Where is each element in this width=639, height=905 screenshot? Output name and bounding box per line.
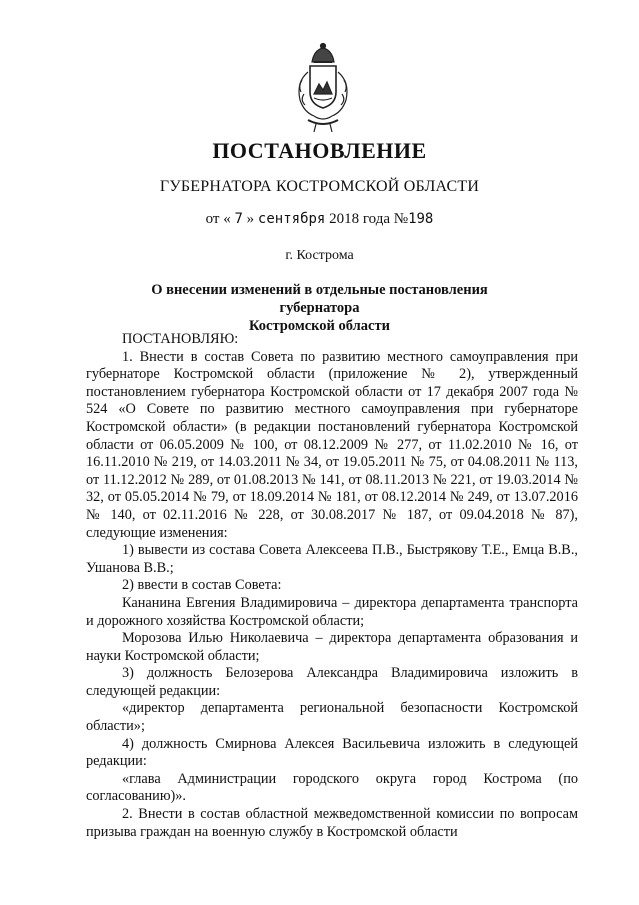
date-year: 2018 года — [329, 211, 390, 227]
date-month: сентября — [257, 211, 326, 227]
paragraph-morozov: Морозова Илью Николаевича – директора департамента образования и науки Костромской области; — [86, 630, 578, 664]
date-day: 7 — [234, 211, 243, 227]
date-prefix: от « — [205, 211, 231, 227]
paragraph-belozerov-post: «директор департамента региональной безопасности Костромской области»; — [86, 700, 578, 735]
paragraph-1-4: 4) должность Смирнова Алексея Васильевича изложить в следующей редакции: — [86, 735, 578, 770]
paragraph-smirnov-post: «глава Администрации городского округа город Кострома (по согласованию)». — [86, 770, 578, 805]
issuer-subtitle: ГУБЕРНАТОРА КОСТРОМСКОЙ ОБЛАСТИ — [159, 178, 480, 195]
date-line — [0, 211, 639, 228]
document-body — [86, 331, 578, 841]
heading-line-2: Костромской области — [249, 318, 390, 334]
paragraph-2: 2. Внести в состав областной межведомственной комиссии по вопросам призыва граждан на военную службу в Костромской области — [86, 806, 578, 840]
document-number: 198 — [408, 211, 434, 227]
paragraph-1: 1. Внести в состав Совета по развитию местного самоуправления при губернаторе Костромской области (приложение № 2), утвержденный постановлением губернатора Костромской области от 17 декабря 2007 года № 524 «О Совете по развитию местного самоуправления при губернаторе Костромской области» (в редакции постановлений губернатора Костромской области от 06.05.2009 № 100, от 08.12.2009 № 277, от 11.02.2010 № 16, от 16.11.2010 № 219, от 14.03.2011 № 34, от 19.05.2011 № 75, от 04.08.2011 № 113, от 11.12.2012 № 289, от 01.08.2013 № 141, от 08.11.2013 № 221, от 19.03.2014 № 32, от 05.05.2014 № 79, от 18.09.2014 № 181, от 08.12.2014 № 249, от 13.07.2016 № 140, от 02.11.2016 № 228, от 30.08.2017 № 187, от 09.04.2018 № 87), следующие изменения: — [86, 348, 578, 541]
document-title: ПОСТАНОВЛЕНИЕ — [212, 138, 427, 163]
heading-line-1: О внесении изменений в отдельные постановления губернатора — [151, 282, 488, 316]
paragraph-1-2: 2) ввести в состав Совета: — [122, 577, 282, 594]
paragraph-1-3: 3) должность Белозерова Александра Владимировича изложить в следующей редакции: — [86, 665, 578, 699]
document-heading — [120, 281, 519, 335]
paragraph-1-1: 1) вывести из состава Совета Алексеева П.В., Быстрякову Т.Е., Емца В.В., Ушанова В.В.; — [86, 542, 578, 576]
number-prefix: № — [393, 211, 409, 227]
date-mid: » — [246, 211, 255, 227]
paragraph-kananin: Кананина Евгения Владимировича – директора департамента транспорта и дорожного хозяйства Костромской области; — [86, 594, 578, 629]
coat-of-arms-emblem — [292, 42, 354, 134]
city-line: г. Кострома — [285, 248, 354, 263]
decree-word: ПОСТАНОВЛЯЮ: — [122, 331, 239, 347]
